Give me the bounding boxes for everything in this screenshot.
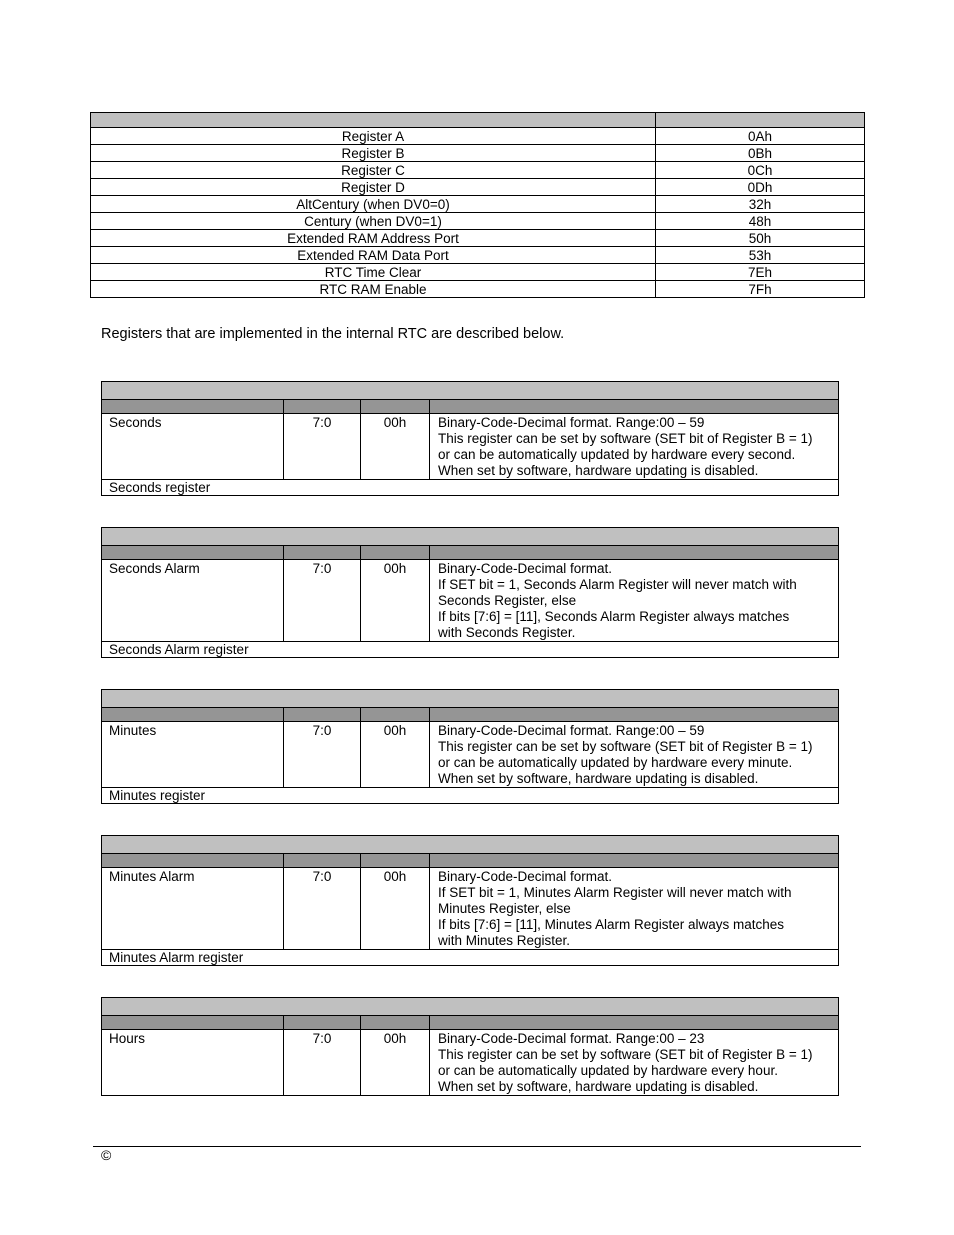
description-line: If bits [7:6] = [11], Seconds Alarm Register always matches: [438, 609, 790, 624]
copyright-notice: ©: [101, 1147, 112, 1163]
field-default: 00h: [361, 414, 430, 480]
table-row: [91, 145, 865, 162]
register-address: 53h: [656, 247, 865, 264]
table-row: [91, 128, 865, 145]
field-name: Seconds: [102, 414, 284, 480]
description-line: Binary-Code-Decimal format. Range:00 – 23: [438, 1031, 705, 1046]
register-field-row: [102, 414, 839, 480]
description-line: This register can be set by software (SET bit of Register B = 1): [438, 1047, 813, 1062]
description-line: If SET bit = 1, Minutes Alarm Register will never match with: [438, 885, 792, 900]
field-name: Minutes: [102, 722, 284, 788]
field-name: Hours: [102, 1030, 284, 1096]
register-field-row: [102, 1030, 839, 1096]
register-name: RTC Time Clear: [91, 264, 656, 281]
register-caption: Minutes register: [102, 788, 839, 804]
register-address: 0Ah: [656, 128, 865, 145]
footer-divider: [93, 1146, 861, 1147]
table-row: [91, 230, 865, 247]
register-address-table: [90, 112, 865, 298]
register-caption-row: [102, 642, 839, 658]
description-line: Binary-Code-Decimal format. Range:00 – 59: [438, 415, 705, 430]
field-description: [430, 868, 839, 950]
description-line: When set by software, hardware updating is disabled.: [438, 771, 759, 786]
field-name: Seconds Alarm: [102, 560, 284, 642]
register-address: 48h: [656, 213, 865, 230]
description-line: with Seconds Register.: [438, 625, 576, 640]
address-table-header: [91, 113, 865, 128]
field-bits: 7:0: [284, 414, 361, 480]
register-header-bar: [102, 400, 839, 414]
description-line: When set by software, hardware updating is disabled.: [438, 1079, 759, 1094]
field-bits: 7:0: [284, 1030, 361, 1096]
register-caption-row: [102, 950, 839, 966]
description-line: or can be automatically updated by hardware every minute.: [438, 755, 793, 770]
description-line: Binary-Code-Decimal format.: [438, 561, 613, 576]
intro-paragraph: Registers that are implemented in the internal RTC are described below.: [101, 326, 565, 342]
register-header-bar: [102, 1016, 839, 1030]
field-description: [430, 722, 839, 788]
description-line: with Minutes Register.: [438, 933, 571, 948]
description-line: If bits [7:6] = [11], Minutes Alarm Register always matches: [438, 917, 785, 932]
register-name: Register D: [91, 179, 656, 196]
register-name: RTC RAM Enable: [91, 281, 656, 298]
register-field-row: [102, 722, 839, 788]
description-line: When set by software, hardware updating is disabled.: [438, 463, 759, 478]
register-title-bar: [102, 690, 839, 708]
field-bits: 7:0: [284, 722, 361, 788]
address-table-header-addr: [656, 113, 865, 128]
description-line: Binary-Code-Decimal format.: [438, 869, 613, 884]
field-default: 00h: [361, 722, 430, 788]
description-line: or can be automatically updated by hardware every hour.: [438, 1063, 778, 1078]
register-title-bar: [102, 382, 839, 400]
table-row: [91, 247, 865, 264]
description-line: This register can be set by software (SET bit of Register B = 1): [438, 739, 813, 754]
table-row: [91, 213, 865, 230]
minutes-alarm-register-table: [101, 835, 839, 966]
register-name: Extended RAM Address Port: [91, 230, 656, 247]
register-name: Register B: [91, 145, 656, 162]
field-description: [430, 1030, 839, 1096]
register-address: 50h: [656, 230, 865, 247]
table-row: [91, 179, 865, 196]
field-bits: 7:0: [284, 868, 361, 950]
description-line: Binary-Code-Decimal format. Range:00 – 59: [438, 723, 705, 738]
register-title-bar: [102, 998, 839, 1016]
register-header-bar: [102, 854, 839, 868]
register-title-bar: [102, 528, 839, 546]
register-name: Century (when DV0=1): [91, 213, 656, 230]
register-header-bar: [102, 546, 839, 560]
field-default: 00h: [361, 560, 430, 642]
register-caption: Minutes Alarm register: [102, 950, 839, 966]
register-title-bar: [102, 836, 839, 854]
register-address: 0Ch: [656, 162, 865, 179]
seconds-register-table: [101, 381, 839, 496]
register-field-row: [102, 868, 839, 950]
field-description: [430, 414, 839, 480]
table-row: [91, 162, 865, 179]
field-default: 00h: [361, 1030, 430, 1096]
field-default: 00h: [361, 868, 430, 950]
register-caption: Seconds register: [102, 480, 839, 496]
register-address: 7Fh: [656, 281, 865, 298]
register-field-row: [102, 560, 839, 642]
hours-register-table: [101, 997, 839, 1096]
register-name: Register C: [91, 162, 656, 179]
register-address: 32h: [656, 196, 865, 213]
register-name: Register A: [91, 128, 656, 145]
address-table-header-name: [91, 113, 656, 128]
description-line: or can be automatically updated by hardware every second.: [438, 447, 796, 462]
register-address: 7Eh: [656, 264, 865, 281]
register-header-bar: [102, 708, 839, 722]
field-bits: 7:0: [284, 560, 361, 642]
description-line: Seconds Register, else: [438, 593, 577, 608]
table-row: [91, 281, 865, 298]
seconds-alarm-register-table: [101, 527, 839, 658]
description-line: This register can be set by software (SET bit of Register B = 1): [438, 431, 813, 446]
register-name: Extended RAM Data Port: [91, 247, 656, 264]
minutes-register-table: [101, 689, 839, 804]
field-name: Minutes Alarm: [102, 868, 284, 950]
register-caption-row: [102, 788, 839, 804]
description-line: If SET bit = 1, Seconds Alarm Register will never match with: [438, 577, 797, 592]
table-row: [91, 196, 865, 213]
register-caption: Seconds Alarm register: [102, 642, 839, 658]
register-address: 0Dh: [656, 179, 865, 196]
register-name: AltCentury (when DV0=0): [91, 196, 656, 213]
description-line: Minutes Register, else: [438, 901, 571, 916]
register-address: 0Bh: [656, 145, 865, 162]
field-description: [430, 560, 839, 642]
register-caption-row: [102, 480, 839, 496]
table-row: [91, 264, 865, 281]
